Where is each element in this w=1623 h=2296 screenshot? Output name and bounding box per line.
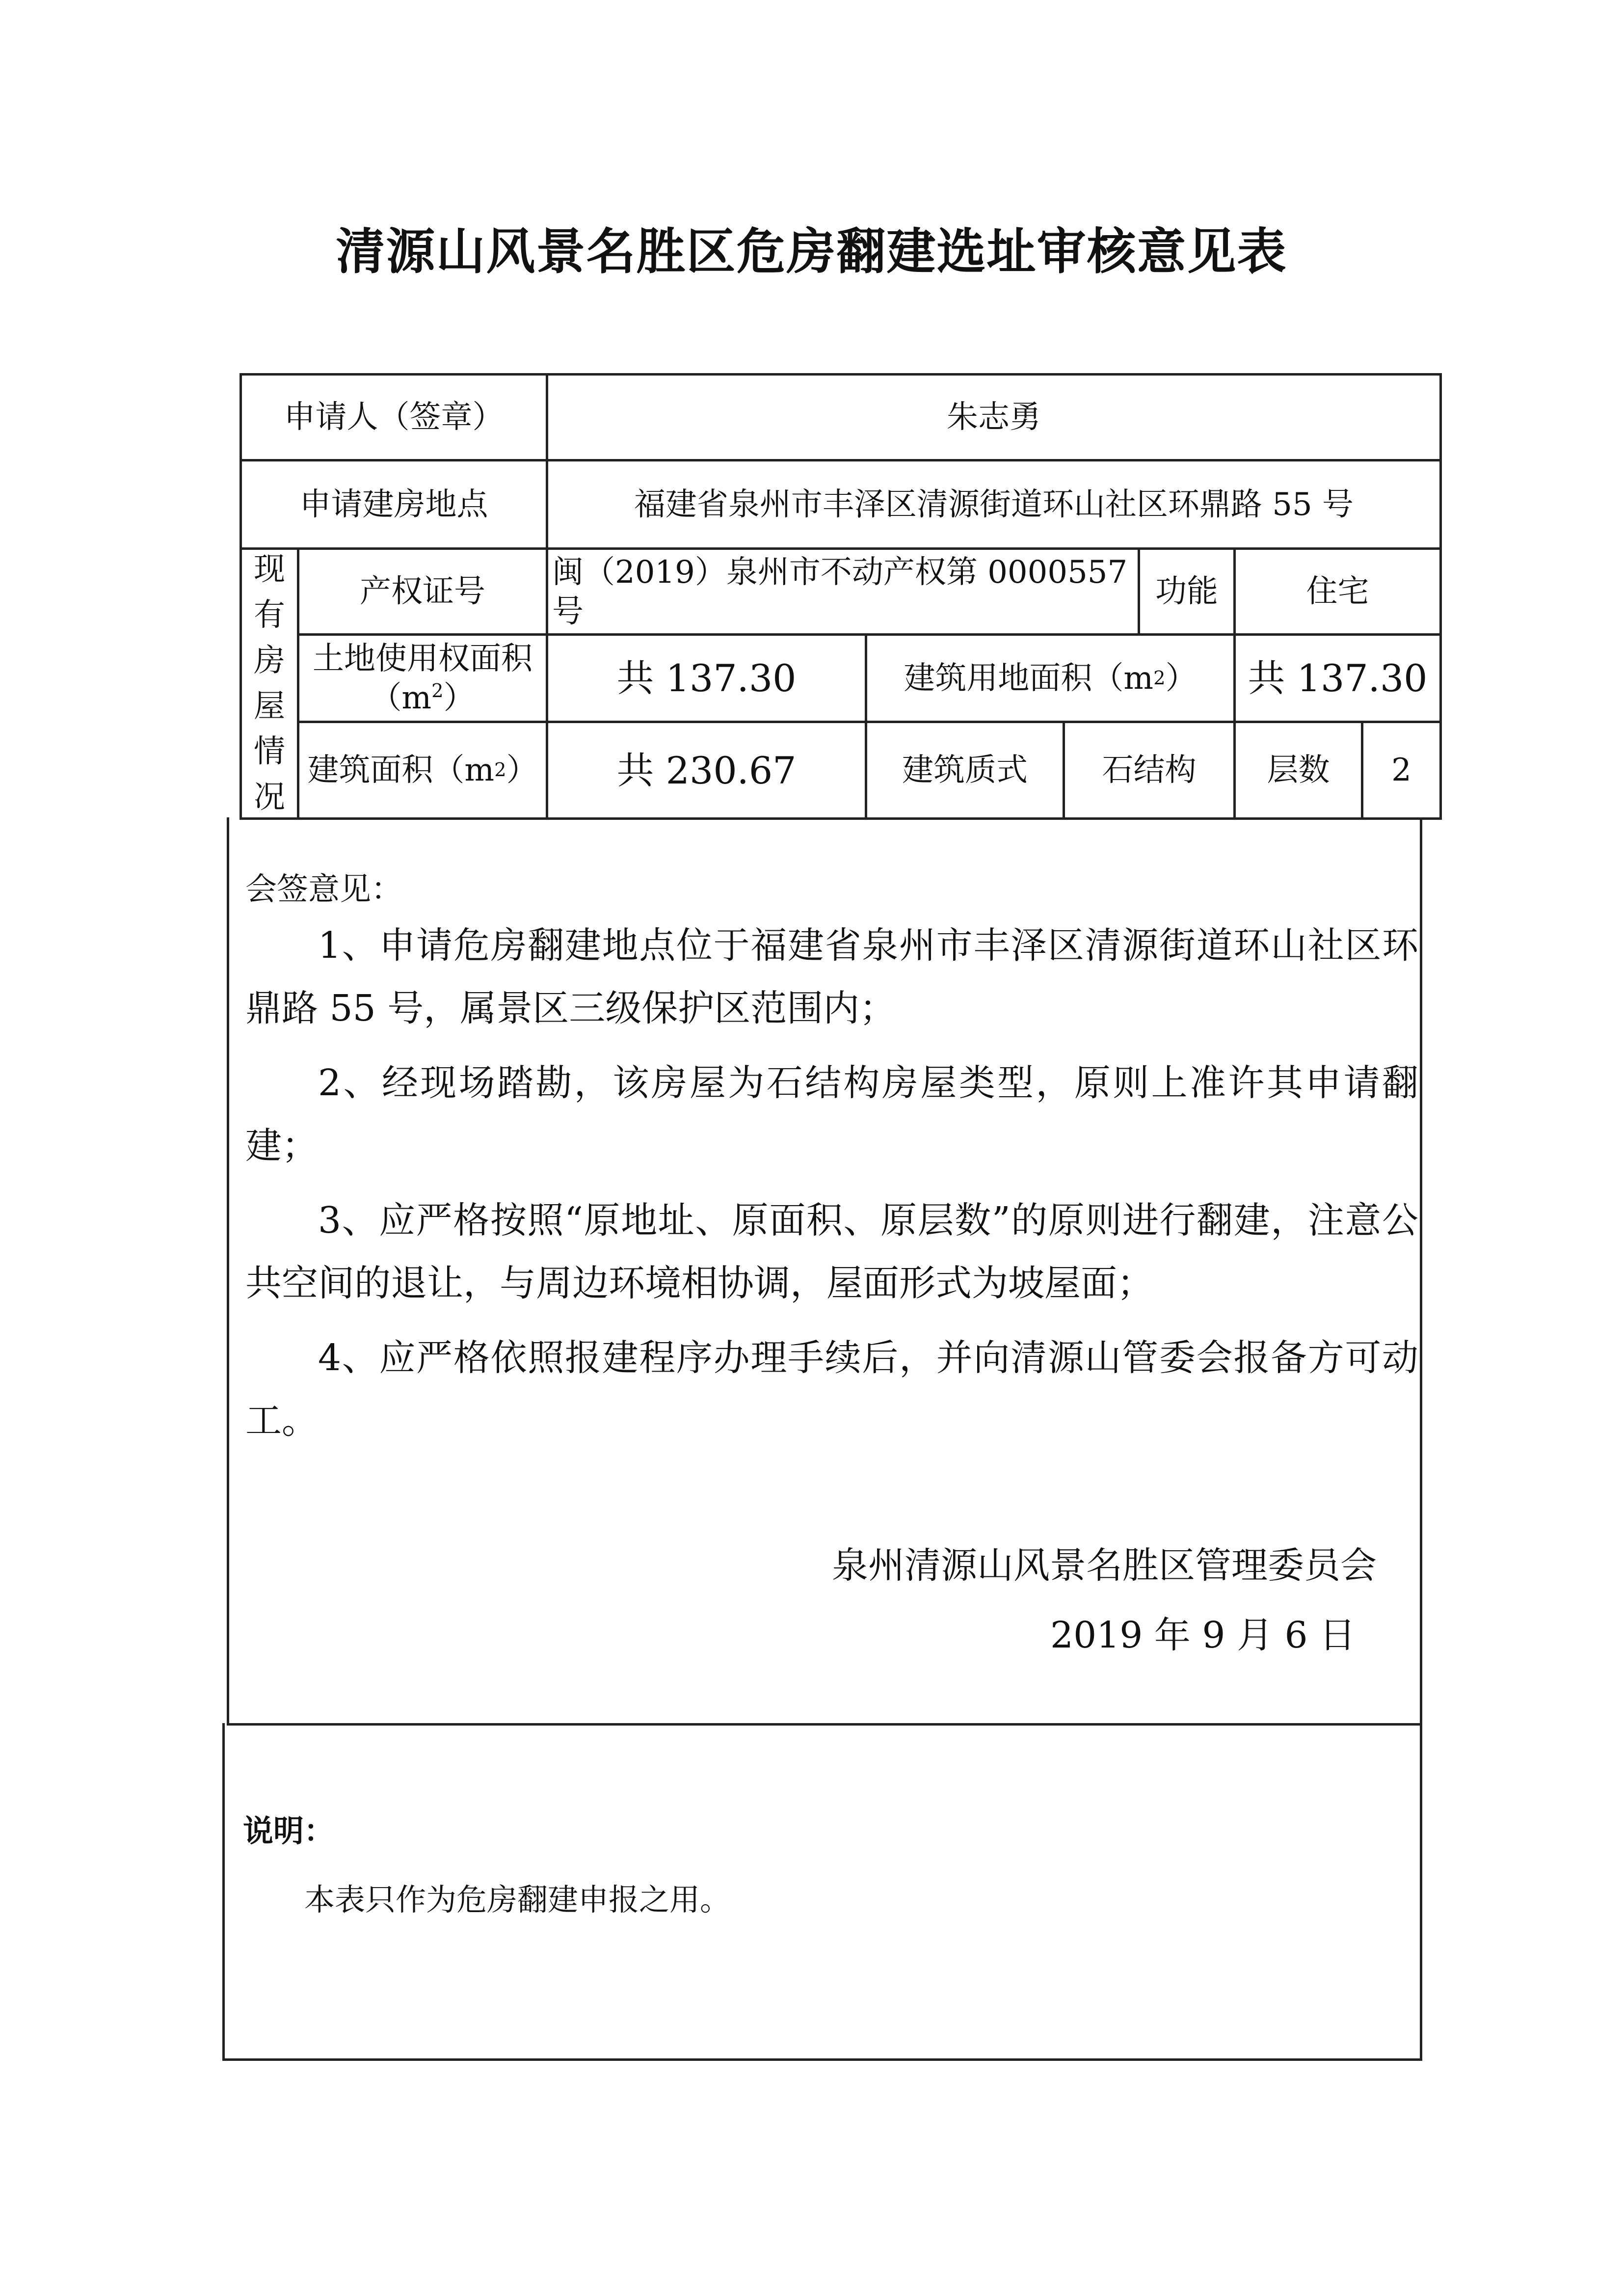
- label-text: ）: [1165, 660, 1197, 697]
- land-area-value: 共 137.30: [616, 656, 797, 700]
- land-area-label-line2: [370, 678, 475, 718]
- floor-area-label: 建筑面积（m 2 ）: [299, 723, 546, 817]
- opinion-item: 4、应严格依照报建程序办理手续后，并向清源山管委会报备方可动工。: [245, 1337, 1418, 1442]
- table-border-right: [1420, 817, 1422, 1726]
- cert-label: 产权证号: [360, 573, 485, 610]
- row-divider: [227, 1723, 1422, 1726]
- unit-text: ）: [443, 679, 475, 716]
- vertical-label-char: 况: [254, 779, 285, 816]
- label-text: ）: [506, 752, 538, 788]
- row-divider: [239, 817, 1442, 820]
- building-land-label: 建筑用地面积（m 2 ）: [867, 636, 1233, 721]
- opinion-label: 会签意见：: [245, 871, 402, 908]
- opinion-item: 1、申请危房翻建地点位于福建省泉州市丰泽区清源街道环山社区环鼎路 55 号，属景区三级保护区范围内；: [245, 924, 1418, 1029]
- land-area-label-line1: 土地使用权面积: [313, 640, 532, 677]
- date: 2019 年 9 月 6 日: [1050, 1614, 1356, 1656]
- quality-label: 建筑质式: [902, 752, 1028, 788]
- quality-value: 石结构: [1102, 752, 1197, 788]
- cert-value: [552, 550, 1134, 633]
- label-text: 建筑面积（m: [307, 752, 495, 788]
- applicant-value: 朱志勇: [947, 399, 1041, 435]
- function-label: 功能: [1155, 573, 1218, 610]
- vertical-label-char: 屋: [254, 688, 285, 725]
- floor-area-value: 共 230.67: [616, 748, 797, 792]
- vertical-label-char: 房: [254, 642, 285, 679]
- table-border-bottom: [222, 2058, 1422, 2061]
- vertical-label-char: 现: [254, 551, 285, 588]
- building-land-value: 共 137.30: [1248, 656, 1428, 700]
- note-text: 本表只作为危房翻建申报之用。: [304, 1882, 731, 1918]
- vertical-label-char: 情: [254, 733, 285, 770]
- opinion-item: 2、经现场踏勘，该房屋为石结构房屋类型，原则上准许其申请翻建；: [245, 1062, 1418, 1167]
- label-text: 建筑用地面积（m: [904, 660, 1154, 697]
- unit-superscript: 2: [431, 679, 444, 702]
- vertical-label-char: 有: [254, 596, 285, 633]
- location-label: 申请建房地点: [299, 486, 488, 523]
- land-area-label: [299, 636, 546, 721]
- applicant-label: 申请人（签章）: [284, 399, 504, 435]
- cert-value-line1: 闽（2019）泉州市不动产权第 0000557: [552, 554, 1128, 591]
- unit-text: （m: [370, 679, 432, 716]
- opinion-item: 3、应严格按照“原地址、原面积、原层数”的原则进行翻建，注意公共空间的退让，与周边环境相协调，屋面形式为坡屋面；: [245, 1199, 1418, 1304]
- page-title: 清源山风景名胜区危房翻建选址审核意见表: [336, 223, 1287, 280]
- location-value: 福建省泉州市丰泽区清源街道环山社区环鼎路 55 号: [634, 486, 1354, 523]
- floors-value: 2: [1391, 752, 1411, 788]
- table-border-left: [227, 817, 229, 1726]
- function-value: 住宅: [1306, 573, 1369, 610]
- cert-value-line2: 号: [552, 594, 584, 630]
- table-border-right: [1439, 373, 1442, 820]
- floors-label: 层数: [1267, 752, 1330, 788]
- table-border-left: [222, 1723, 225, 2061]
- table-border-right: [1420, 1723, 1422, 2061]
- note-label: 说明：: [243, 1813, 335, 1849]
- current-house-label: [242, 550, 297, 817]
- signature: 泉州清源山风景名胜区管理委员会: [832, 1544, 1377, 1587]
